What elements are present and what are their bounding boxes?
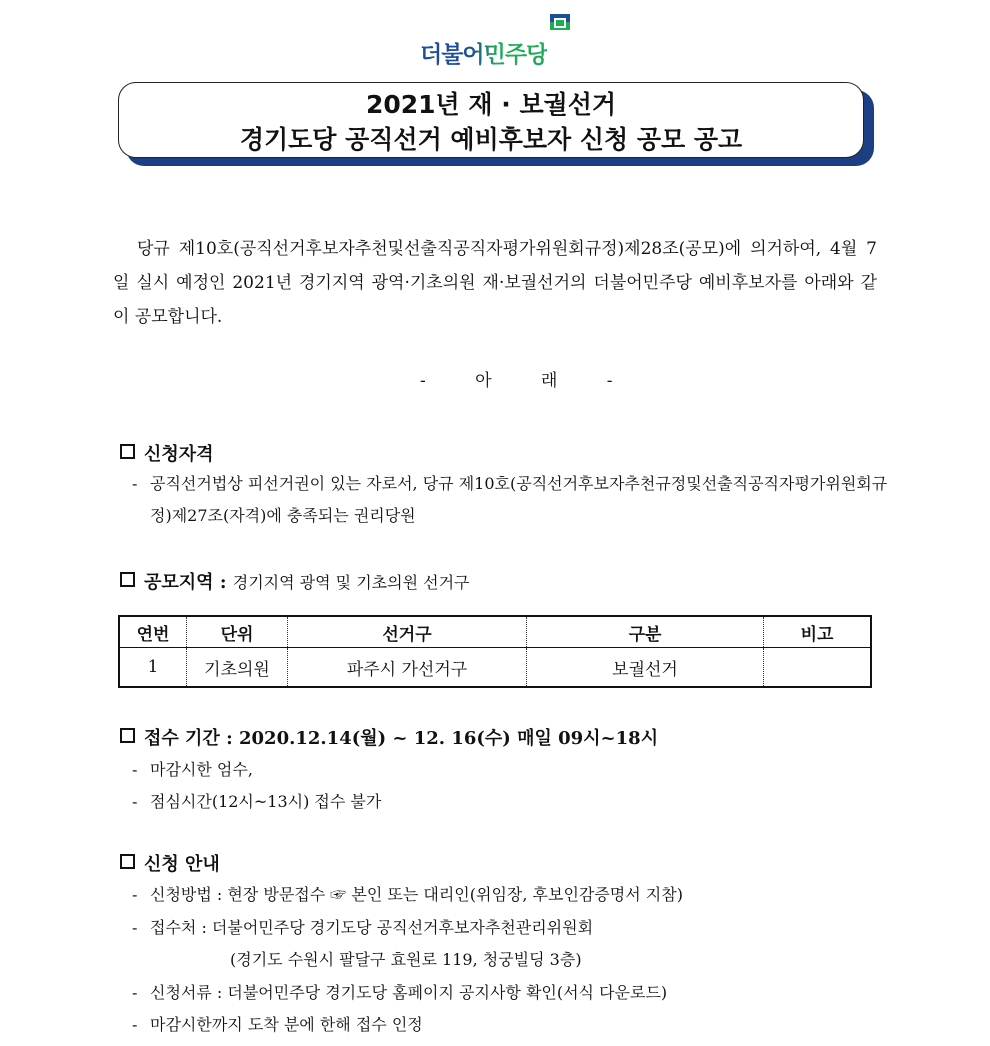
title-box xyxy=(118,82,864,158)
table-header-cell: 선거구 xyxy=(288,616,527,648)
table-cell: 파주시 가선거구 xyxy=(288,648,527,688)
square-bullet-icon xyxy=(120,728,135,743)
table-cell: 1 xyxy=(119,648,187,688)
region-value: 경기지역 광역 및 기초의원 선거구 xyxy=(232,573,470,592)
table-cell xyxy=(764,648,872,688)
table-row xyxy=(119,648,871,688)
guide-address-text: (경기도 수원시 팔달구 효원로 119, 청궁빌딩 3층) xyxy=(230,950,582,969)
qualification-item: - 공직선거법상 피선거권이 있는 자로서, 당규 제10호(공직선거후보자추천규정및선출직공직자평가위원회규정)제27조(자격)에 충족되는 권리당원 xyxy=(132,474,888,525)
arae-divider: - 아 래 - xyxy=(420,371,635,391)
section-region-title: 공모지역 : xyxy=(144,572,227,593)
period-item-text: 마감시한 엄수, xyxy=(150,760,253,779)
table-cell: 기초의원 xyxy=(187,648,288,688)
section-guide-title: 신청 안내 xyxy=(144,854,220,875)
intro-paragraph xyxy=(113,232,877,334)
district-table xyxy=(118,615,872,688)
title-line-2: 경기도당 공직선거 예비후보자 신청 공모 공고 xyxy=(239,125,743,154)
section-qualification-heading xyxy=(120,440,214,466)
table-header-cell: 비고 xyxy=(764,616,872,648)
guide-item-text: 신청방법 : 현장 방문접수 ☞ 본인 또는 대리인(위임장, 후보인감증명서 지참) xyxy=(150,885,683,904)
square-bullet-icon xyxy=(120,444,135,459)
guide-item-text: 마감시한까지 도착 분에 한해 접수 인정 xyxy=(150,1015,423,1034)
section-region-heading xyxy=(120,568,469,594)
guide-item: - 신청방법 : 현장 방문접수 ☞ 본인 또는 대리인(위임장, 후보인감증명서 지참) xyxy=(132,885,683,904)
table-cell: 보궐선거 xyxy=(527,648,764,688)
table-header-cell: 구분 xyxy=(527,616,764,648)
square-bullet-icon xyxy=(120,854,135,869)
table-header-cell: 연번 xyxy=(119,616,187,648)
guide-item: - 신청서류 : 더불어민주당 경기도당 홈페이지 공지사항 확인(서식 다운로드) xyxy=(132,983,668,1002)
party-logo-mark-icon xyxy=(548,14,572,40)
section-qualification-title: 신청자격 xyxy=(144,444,214,465)
guide-item-text: 접수처 : 더불어민주당 경기도당 공직선거후보자추천관리위원회 xyxy=(150,918,594,937)
section-guide-heading xyxy=(120,850,220,876)
qualification-item-text: 공직선거법상 피선거권이 있는 자로서, 당규 제10호(공직선거후보자추천규정및선출직공직자평가위원회규정)제27조(자격)에 충족되는 권리당원 xyxy=(150,474,888,525)
period-item-text: 점심시간(12시~13시) 접수 불가 xyxy=(150,792,382,811)
intro-text: 당규 제10호(공직선거후보자추천및선출직공직자평가위원회규정)제28조(공모)에 의거하여, 4월 7일 실시 예정인 2021년 경기지역 광역·기초의원 재·보궐선거의 더불어민주당 예비후보자를 아래와 같이 공모합니다. xyxy=(113,239,877,327)
square-bullet-icon xyxy=(120,572,135,587)
guide-item: - 마감시한까지 도착 분에 한해 접수 인정 xyxy=(132,1015,423,1034)
guide-item: - 접수처 : 더불어민주당 경기도당 공직선거후보자추천관리위원회 xyxy=(132,918,594,937)
period-item: - 점심시간(12시~13시) 접수 불가 xyxy=(132,792,382,811)
table-header-cell: 단위 xyxy=(187,616,288,648)
table-header-row xyxy=(119,616,871,648)
title-line-1: 2021년 재 · 보궐선거 xyxy=(365,90,617,119)
party-logo xyxy=(420,12,580,68)
section-period-title: 접수 기간 : 2020.12.14(월) ~ 12. 16(수) 매일 09시~18시 xyxy=(144,728,659,749)
guide-address xyxy=(230,944,582,976)
period-item: - 마감시한 엄수, xyxy=(132,760,253,779)
section-period-heading xyxy=(120,724,658,750)
party-logo-text: 더불어민주당 xyxy=(420,42,548,68)
guide-item-text: 신청서류 : 더불어민주당 경기도당 홈페이지 공지사항 확인(서식 다운로드) xyxy=(150,983,668,1002)
